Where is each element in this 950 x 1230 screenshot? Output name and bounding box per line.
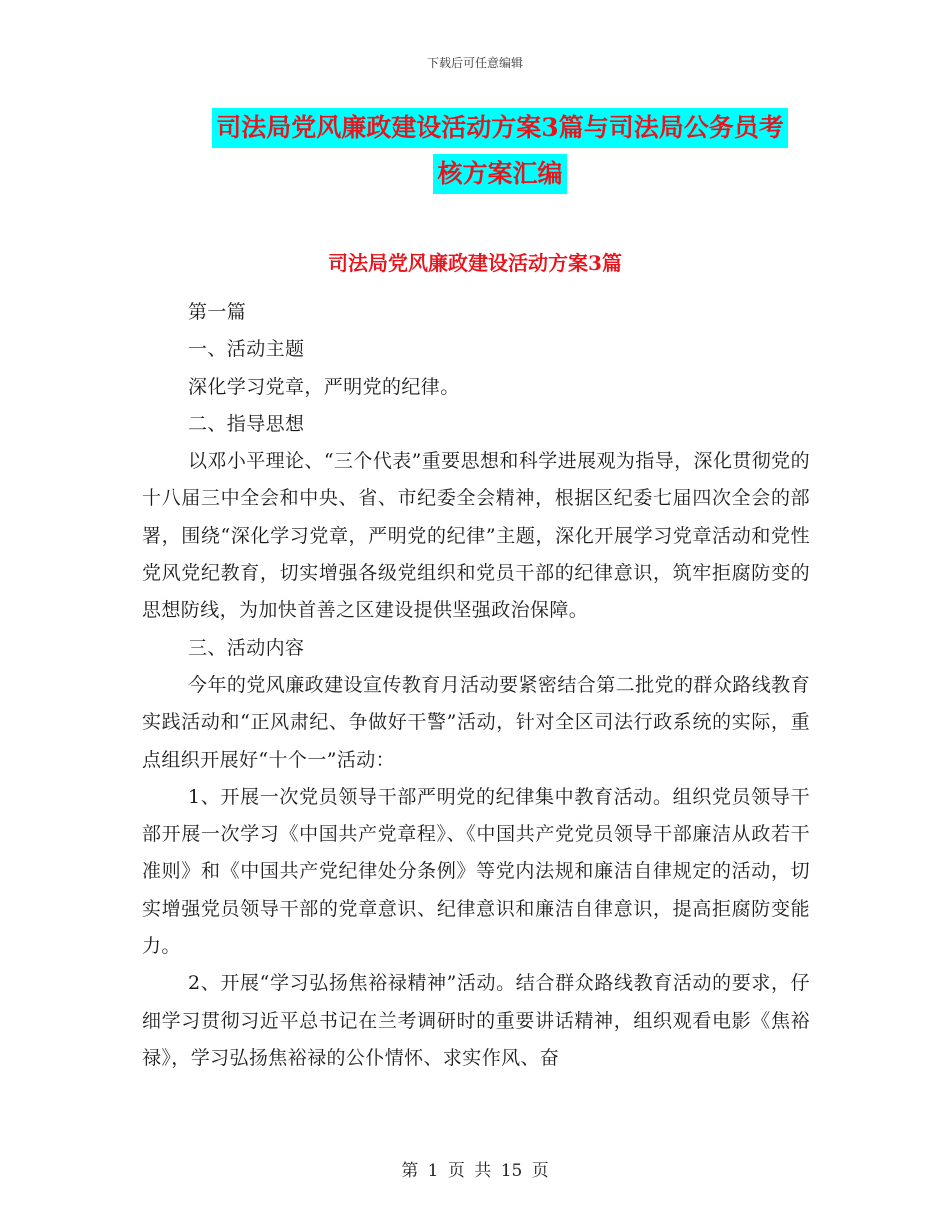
paragraph: 今年的党风廉政建设宣传教育月活动要紧密结合第二批党的群众路线教育实践活动和“正风肃纪、争做好干警”活动，针对全区司法行政系统的实际，重点组织开展好“十个一”活动： [142, 673, 810, 771]
paragraph: 深化学习党章，严明党的纪律。 [188, 375, 460, 398]
header-note: 下载后可任意编辑 [426, 56, 523, 70]
paragraph: 一、活动主题 [188, 338, 305, 361]
paragraph: 第一篇 [188, 301, 247, 323]
paragraph: 2、开展“学习弘扬焦裕禄精神”活动。结合群众路线教育活动的要求，仔细学习贯彻习近平总书记在兰考调研时的重要讲话精神，组织观看电影《焦裕禄》，学习弘扬焦裕禄的公仆情怀、求实作风、奋 [142, 972, 810, 1069]
paragraph: 1、开展一次党员领导干部严明党的纪律集中教育活动。组织党员领导干部开展一次学习《中国共产党章程》、《中国共产党党员领导干部廉洁从政若干准则》和《中国共产党纪律处分条例》等党内法规和廉洁自律规定的活动，切实增强党员领导干部的党章意识、纪律意识和廉洁自律意识，提高拒腐防变能力。 [142, 785, 810, 958]
section-title: 司法局党风廉政建设活动方案3篇 [328, 251, 622, 275]
paragraph: 以邓小平理论、“三个代表”重要思想和科学进展观为指导，深化贯彻党的十八届三中全会和中央、省、市纪委全会精神，根据区纪委七届四次全会的部署，围绕“深化学习党章，严明党的纪律”主题，深化开展学习党章活动和党性党风党纪教育，切实增强各级党组织和党员干部的纪律意识，筑牢拒腐防变的思想防线，为加快首善之区建设提供坚强政治保障。 [142, 450, 810, 622]
paragraph: 三、活动内容 [188, 636, 305, 659]
page-footer: 第 1 页 共 15 页 [401, 1161, 549, 1181]
body-text [142, 294, 810, 1077]
title-line-2: 核方案汇编 [433, 154, 566, 194]
document-title [195, 108, 805, 194]
title-line-1: 司法局党风廉政建设活动方案3篇与司法局公务员考 [212, 108, 787, 148]
paragraph: 二、指导思想 [188, 412, 305, 435]
